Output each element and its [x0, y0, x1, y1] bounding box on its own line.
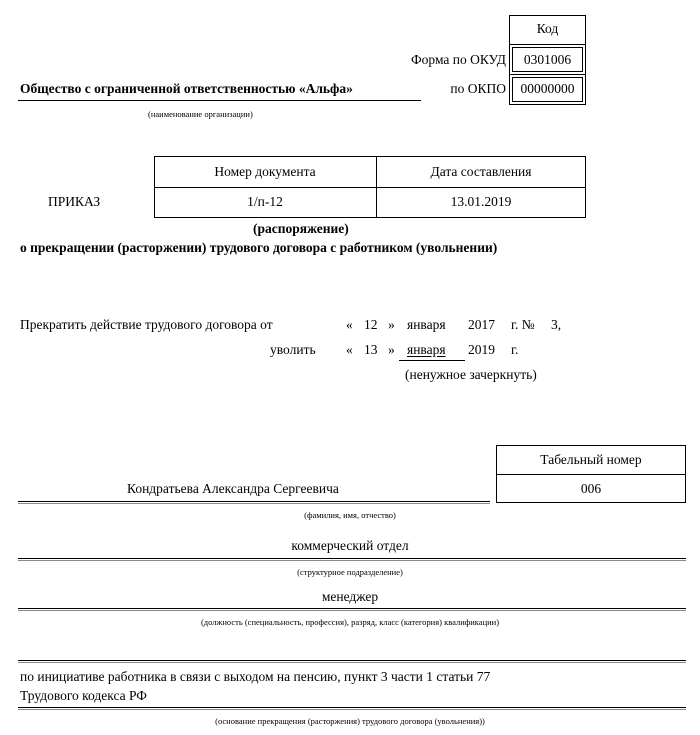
- okpo-value: 00000000: [520, 81, 575, 96]
- doc-date-header: Дата составления: [430, 164, 532, 179]
- dismiss-date-close-quote: »: [388, 342, 395, 357]
- organization-name: Общество с ограниченной ответственностью «Альфа»: [20, 81, 353, 96]
- tab-number-divider: [496, 474, 686, 475]
- department-underline: [18, 558, 686, 559]
- position-caption: (должность (специальность, профессия), разряд, класс (категория) квалификации): [200, 617, 500, 627]
- dismiss-date-day: 13: [364, 342, 378, 357]
- okud-value: 0301006: [523, 52, 572, 67]
- contract-date-open-quote: «: [346, 317, 353, 332]
- codes-header: Код: [536, 21, 559, 36]
- contract-date-month: января: [407, 317, 446, 332]
- codes-box-divider-1: [509, 44, 586, 45]
- doc-date-value: 13.01.2019: [450, 194, 512, 209]
- dismiss-date-open-quote: «: [346, 342, 353, 357]
- department-caption: (структурное подразделение): [297, 567, 403, 577]
- basis-caption: (основание прекращения (расторжения) трудового договора (увольнения)): [215, 716, 485, 726]
- basis-underline: [18, 707, 686, 708]
- basis-line-2: Трудового кодекса РФ: [20, 688, 147, 703]
- contract-date-year: 2017: [468, 317, 495, 332]
- order-word: ПРИКАЗ: [48, 194, 101, 209]
- dismiss-underline: [399, 360, 465, 361]
- okud-label: Форма по ОКУД: [410, 52, 506, 67]
- basis-top-line: [18, 660, 686, 661]
- dismiss-date-year: 2019: [468, 342, 495, 357]
- dismiss-year-suffix: г.: [511, 342, 519, 357]
- organization-underline: [18, 100, 421, 101]
- dismiss-date-month: января: [407, 342, 446, 357]
- basis-line-1: по инициативе работника в связи с выходом на пенсию, пункт 3 части 1 статьи 77: [20, 669, 491, 684]
- doc-number-value: 1/п-12: [247, 194, 283, 209]
- employee-full-name: Кондратьева Александра Сергеевича: [127, 481, 339, 496]
- doc-table-row-divider: [154, 187, 586, 188]
- employee-name-underline: [18, 501, 490, 502]
- employee-department: коммерческий отдел: [291, 538, 409, 553]
- order-title: о прекращении (расторжении) трудового договора с работником (увольнении): [20, 240, 498, 255]
- contract-date-day: 12: [364, 317, 378, 332]
- organization-caption: (наименование организации): [148, 109, 253, 119]
- tab-number-header: Табельный номер: [540, 452, 642, 467]
- okpo-label: по ОКПО: [450, 81, 506, 96]
- tab-number-value: 006: [580, 481, 602, 496]
- order-subtitle: (распоряжение): [253, 221, 349, 236]
- employee-name-caption: (фамилия, имя, отчество): [304, 510, 396, 520]
- contract-number-label: г. №: [511, 317, 535, 332]
- dismiss-label: уволить: [270, 342, 316, 357]
- employee-position: менеджер: [321, 589, 379, 604]
- contract-number: 3,: [551, 317, 562, 332]
- strike-note: (ненужное зачеркнуть): [405, 367, 537, 382]
- doc-number-header: Номер документа: [214, 164, 316, 179]
- contract-label: Прекратить действие трудового договора от: [20, 317, 273, 332]
- position-underline: [18, 608, 686, 609]
- codes-box-divider-2: [509, 74, 586, 75]
- contract-date-close-quote: »: [388, 317, 395, 332]
